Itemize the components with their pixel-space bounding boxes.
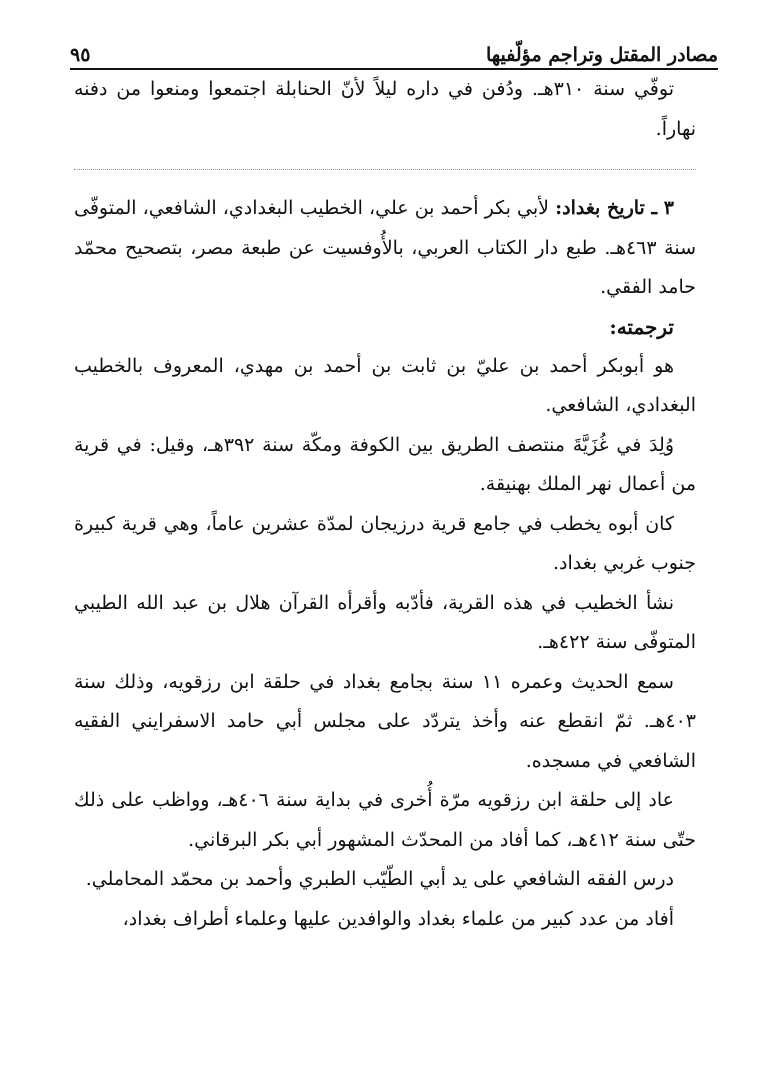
bio-paragraph: هو أبوبكر أحمد بن عليّ بن ثابت بن أحمد بن مهدي، المعروف بالخطيب البغدادي، الشافعي.: [74, 354, 696, 416]
source-entry-label: ٣ ـ تاريخ بغداد:: [555, 197, 674, 219]
page-body: [74, 70, 696, 939]
biography-heading: ترجمته:: [609, 314, 674, 339]
bio-paragraph: سمع الحديث وعمره ١١ سنة بجامع بغداد في حلقة ابن رزقويه، وذلك سنة ٤٠٣هـ. ثمّ انقطع عنه وأخذ يتردّد على مجلس أبي حامد الاسفرايني الفقيه الشافعي في مسجده.: [74, 670, 696, 772]
bio-paragraph: وُلِدَ في غُزَيَّةَ منتصف الطريق بين الكوفة ومكّة سنة ٣٩٢هـ، وقيل: في قرية من أعمال نهر الملك بهنيقة.: [74, 433, 696, 495]
bio-paragraph: أفاد من عدد كبير من علماء بغداد والوافدين عليها وعلماء أطراف بغداد،: [122, 907, 674, 930]
bio-paragraph: كان أبوه يخطب في جامع قرية درزيجان لمدّة عشرين عاماً، وهي قرية كبيرة جنوب غربي بغداد.: [74, 512, 696, 574]
section-separator: [74, 149, 696, 189]
running-header: [70, 32, 718, 66]
bio-paragraph: عاد إلى حلقة ابن رزقويه مرّة أُخرى في بداية سنة ٤٠٦هـ، وواظب على ذلك حتّى سنة ٤١٢هـ، كما أفاد من المحدّث المشهور أبي بكر البرقاني.: [74, 789, 696, 851]
source-entry-text: لأبي بكر أحمد بن علي، الخطيب البغدادي، الشافعي، المتوفّى سنة ٤٦٣هـ. طبع دار الكتاب العربي، بالأُوفسيت عن طبعة مصر، بتصحيح محمّد حامد الفقي.: [74, 197, 696, 298]
intro-paragraph: توفّي سنة ٣١٠هـ. ودُفن في داره ليلاً لأنّ الحنابلة اجتمعوا ومنعوا من دفنه نهاراً.: [74, 78, 696, 140]
page-number: ٩٥: [70, 44, 91, 66]
bio-paragraph: درس الفقه الشافعي على يد أبي الطّيّب الطبري وأحمد بن محمّد المحاملي.: [85, 868, 674, 890]
running-title: مصادر المقتل وتراجم مؤلّفيها: [486, 44, 718, 66]
bio-paragraph: نشأ الخطيب في هذه القرية، فأدّبه وأقرأه القرآن هلال بن عبد الله الطيبي المتوفّى سنة ٤٢٢هـ.: [74, 591, 696, 653]
source-entry-3: [74, 189, 696, 308]
